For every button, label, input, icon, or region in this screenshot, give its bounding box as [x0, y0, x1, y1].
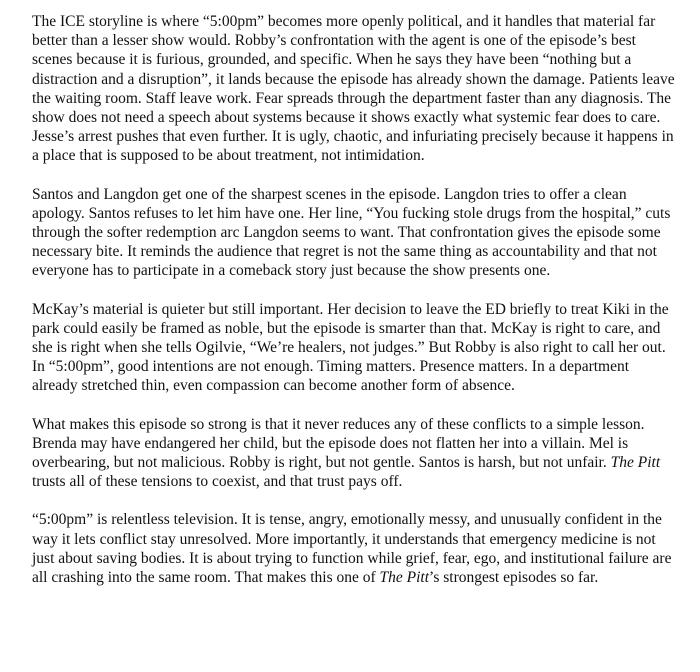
show-title: The Pitt — [610, 454, 661, 472]
paragraph-text: “5:00pm” is relentless television. It is tense, angry, emotionally messy, and unusually confident in the way it lets conflict stay unresolved. More importantly, it understands that emergency medicine is not just about saving bodies. It is about trying to function while grief, fear, ego, and institutional failure are all crashing into the same room. That makes this one of — [32, 511, 672, 587]
article-body — [32, 12, 678, 587]
paragraph-text: trusts all of these tensions to coexist, and that trust pays off. — [32, 473, 403, 491]
paragraph-conflicts — [32, 415, 678, 492]
paragraph-mckay — [32, 300, 678, 396]
paragraph-text: ’s strongest episodes so far. — [429, 569, 599, 587]
paragraph-ice-storyline — [32, 12, 678, 166]
paragraph-text: What makes this episode so strong is that it never reduces any of these conflicts to a simple lesson. Brenda may have endangered her child, but the episode does not flatten her into a villain. Mel is overbearing, but not malicious. Robby is right, but not gentle. Santos is harsh, but not unfair. — [32, 415, 645, 472]
paragraph-santos-langdon — [32, 185, 678, 281]
paragraph-text: Santos and Langdon get one of the sharpest scenes in the episode. Langdon tries to offer a clean apology. Santos refuses to let him have one. Her line, “You fucking stole drugs from the hospital,” cuts through the softer redemption arc Langdon seems to want. That confrontation gives the episode some necessary bite. It reminds the audience that regret is not the same thing as accountability and that not everyone has to participate in a comeback story just because the show presents one. — [32, 185, 671, 280]
paragraph-text: The ICE storyline is where “5:00pm” becomes more openly political, and it handles that material far better than a lesser show would. Robby’s confrontation with the agent is one of the episode’s best scenes because it is furious, grounded, and specific. When he says they have been “nothing but a distraction and a disruption”, it lands because the episode has already shown the damage. Patients leave the waiting room. Staff leave work. Fear spreads through the department faster than any diagnosis. The show does not need a speech about systems because it shows exactly what systemic fear does to care. Jesse’s arrest pushes that even further. It is ugly, chaotic, and infuriating precisely because it happens in a place that is supposed to be about treatment, not intimidation. — [32, 13, 675, 165]
paragraph-conclusion — [32, 510, 678, 587]
paragraph-text: McKay’s material is quieter but still important. Her decision to leave the ED briefly to treat Kiki in the park could easily be framed as noble, but the episode is smarter than that. McKay is right to care, and she is right when she tells Ogilvie, “We’re healers, not judges.” But Robby is also right to call her out. In “5:00pm”, good intentions are not enough. Timing matters. Presence matters. In a department already stretched thin, even compassion can become another form of absence. — [32, 300, 669, 395]
show-title: The Pitt — [379, 569, 430, 587]
